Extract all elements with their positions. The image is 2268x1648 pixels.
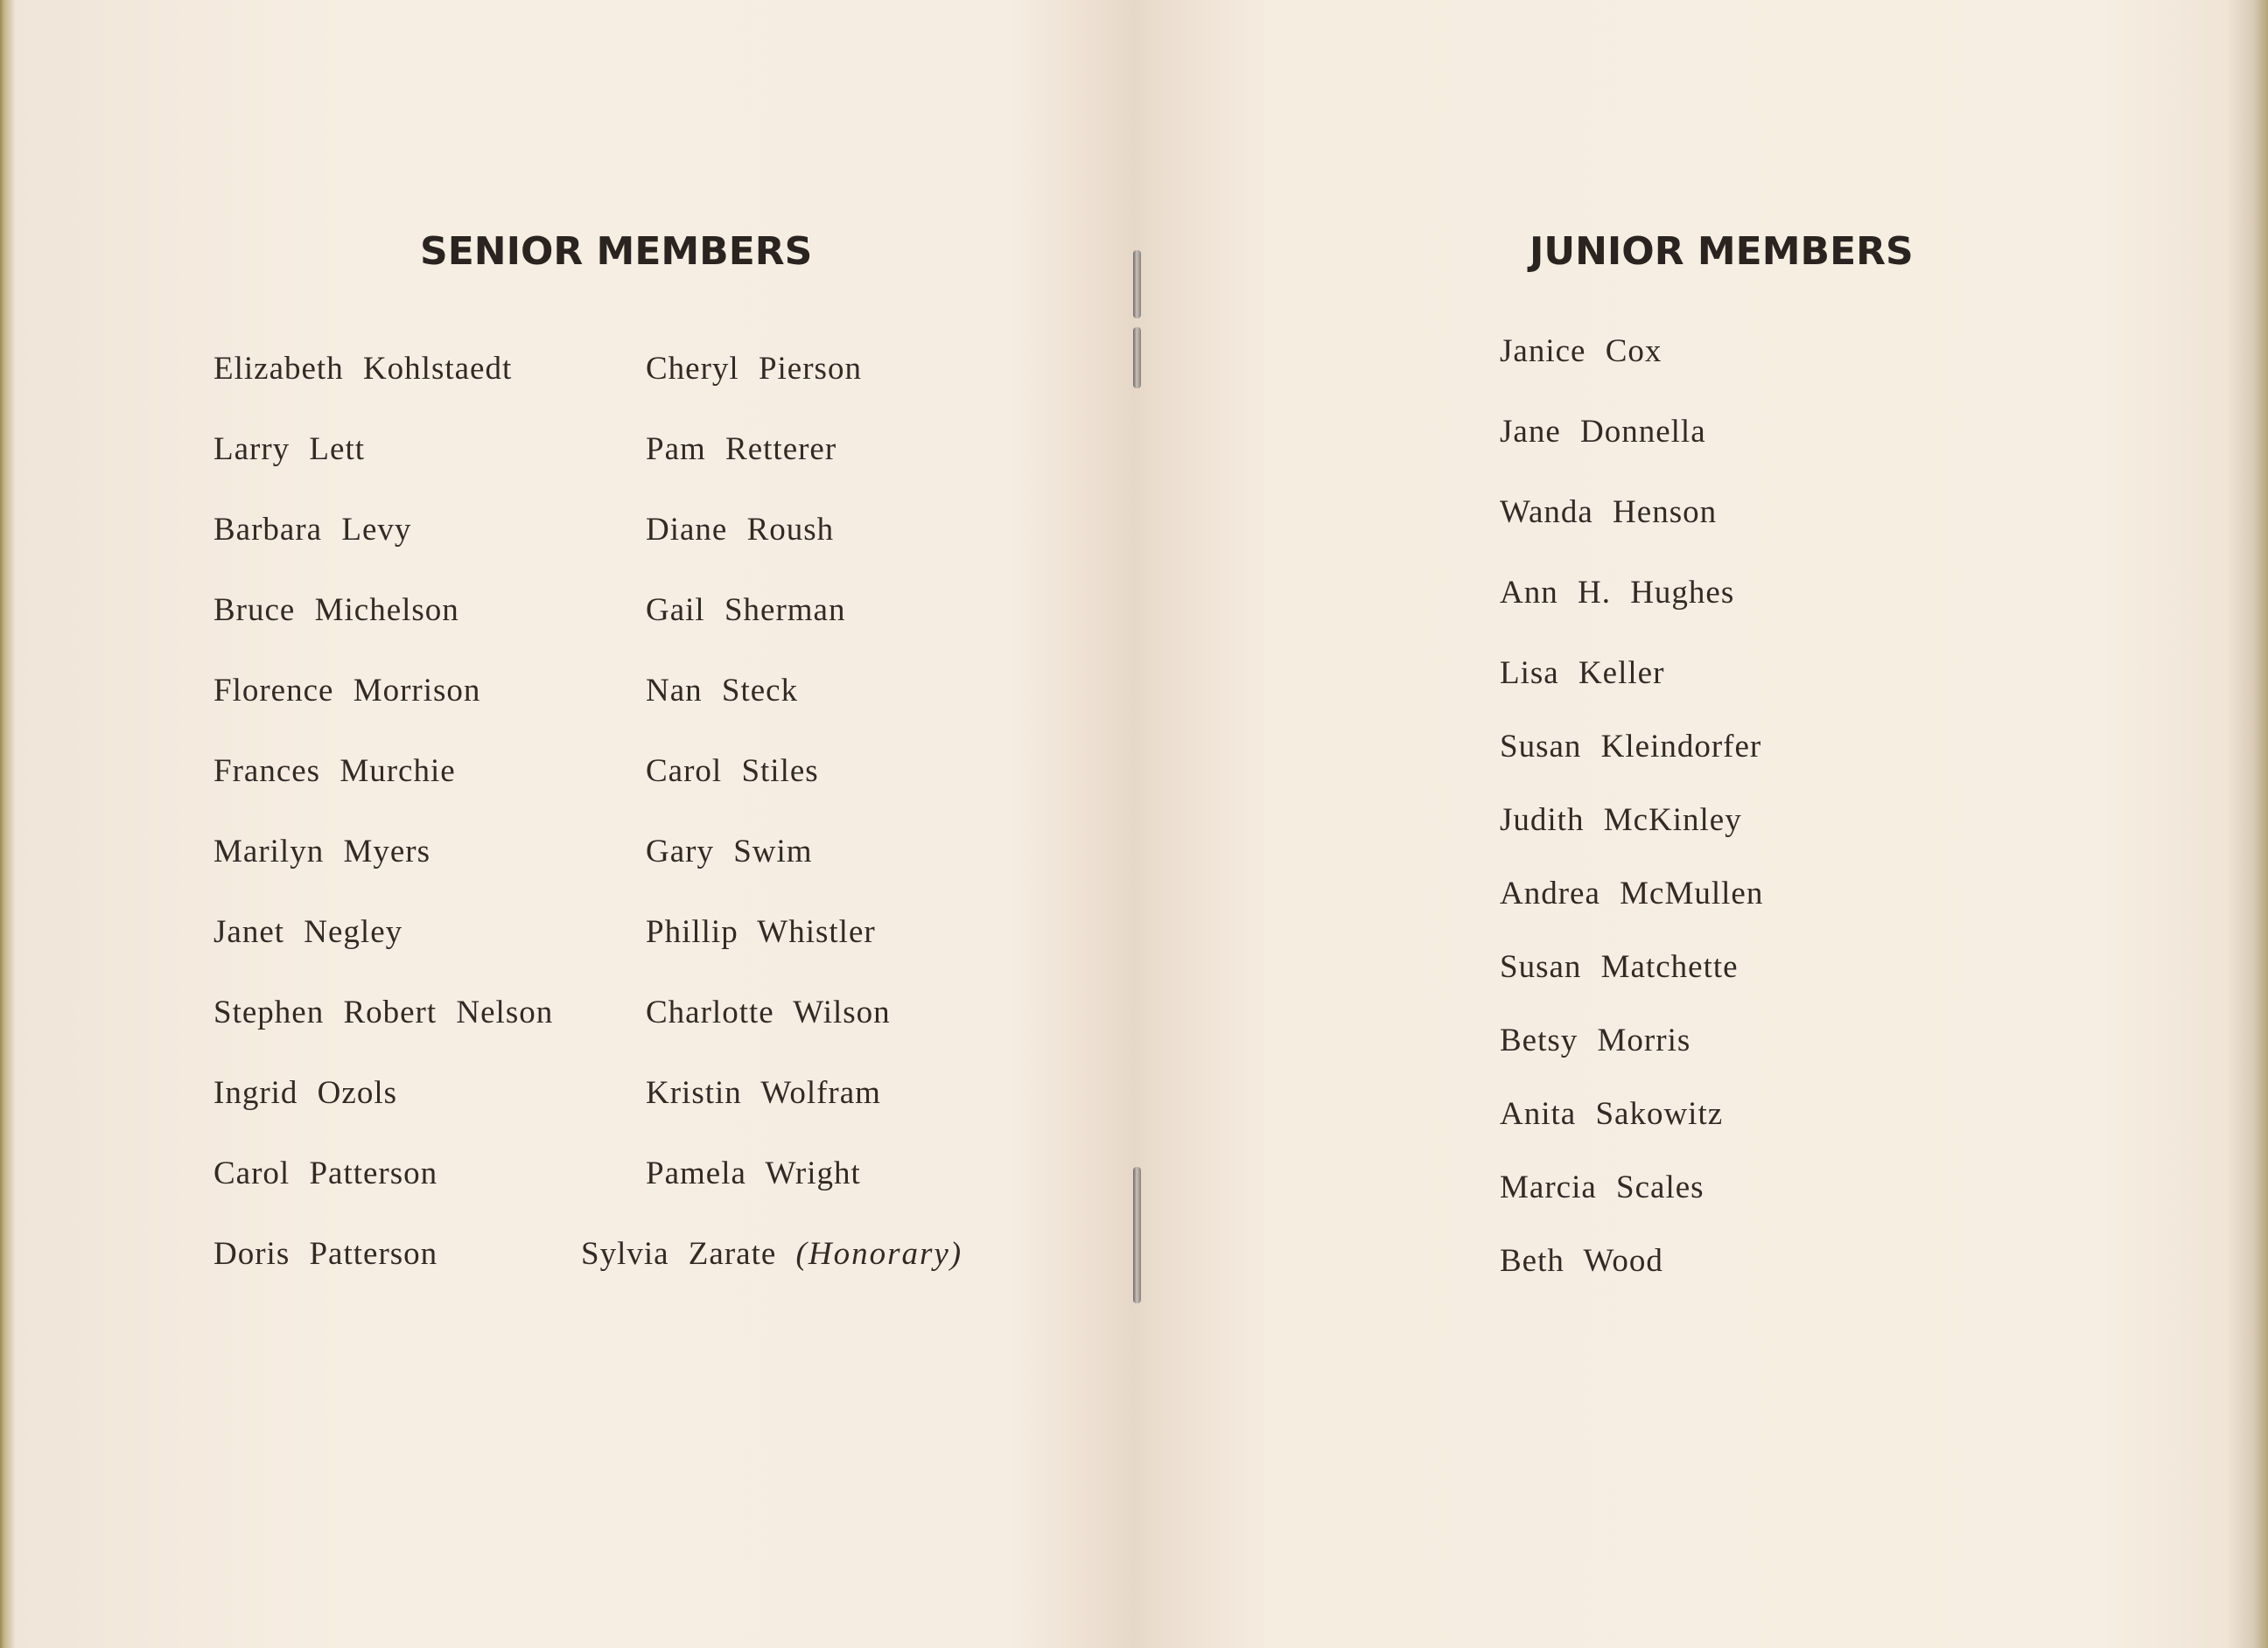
senior-member-name: Nan Steck <box>646 673 799 709</box>
junior-member-name: Ann H. Hughes <box>1500 575 1735 611</box>
junior-member-name: Marcia Scales <box>1500 1170 1704 1205</box>
senior-member-name: Doris Patterson <box>214 1236 438 1272</box>
junior-member-name: Betsy Morris <box>1500 1023 1691 1058</box>
honorary-member-entry <box>581 1235 962 1273</box>
senior-member-name: Carol Stiles <box>646 753 819 789</box>
senior-member-name: Sylvia Zarate <box>581 1236 777 1272</box>
honorary-note: (Honorary) <box>795 1236 963 1272</box>
senior-member-name: Larry Lett <box>214 431 365 467</box>
senior-member-name: Stephen Robert Nelson <box>214 995 554 1030</box>
junior-member-name: Lisa Keller <box>1500 655 1665 691</box>
junior-member-name: Beth Wood <box>1500 1243 1663 1279</box>
senior-member-name: Pamela Wright <box>646 1156 861 1191</box>
senior-member-name: Diane Roush <box>646 512 835 548</box>
junior-member-name: Susan Kleindorfer <box>1500 729 1762 765</box>
senior-member-name: Barbara Levy <box>214 512 412 548</box>
junior-member-name: Janice Cox <box>1500 333 1662 369</box>
right-page <box>1134 0 2268 1648</box>
staple-bottom <box>1133 1167 1141 1303</box>
junior-members-heading: JUNIOR MEMBERS <box>1530 229 1914 274</box>
junior-member-name: Andrea McMullen <box>1500 876 1764 911</box>
junior-member-name: Anita Sakowitz <box>1500 1096 1724 1132</box>
senior-member-name: Elizabeth Kohlstaedt <box>214 351 513 387</box>
senior-member-name: Gary Swim <box>646 834 813 869</box>
senior-member-name: Gail Sherman <box>646 592 846 628</box>
senior-member-name: Ingrid Ozols <box>214 1075 397 1111</box>
junior-member-name: Wanda Henson <box>1500 494 1718 530</box>
senior-member-name: Pam Retterer <box>646 431 837 467</box>
staple-top-lower <box>1133 327 1141 388</box>
senior-member-name: Janet Negley <box>214 914 403 950</box>
senior-member-name: Frances Murchie <box>214 753 456 789</box>
junior-member-name: Judith McKinley <box>1500 802 1742 838</box>
senior-members-heading: SENIOR MEMBERS <box>420 229 813 274</box>
senior-member-name: Bruce Michelson <box>214 592 459 628</box>
senior-member-name: Kristin Wolfram <box>646 1075 881 1111</box>
senior-member-name: Charlotte Wilson <box>646 995 891 1030</box>
staple-top-upper <box>1133 250 1141 318</box>
junior-member-name: Jane Donnella <box>1500 414 1706 450</box>
senior-member-name: Cheryl Pierson <box>646 351 862 387</box>
senior-member-name: Marilyn Myers <box>214 834 430 869</box>
senior-member-name: Florence Morrison <box>214 673 481 709</box>
senior-member-name: Carol Patterson <box>214 1156 438 1191</box>
senior-member-name: Phillip Whistler <box>646 914 876 950</box>
junior-member-name: Susan Matchette <box>1500 949 1739 985</box>
